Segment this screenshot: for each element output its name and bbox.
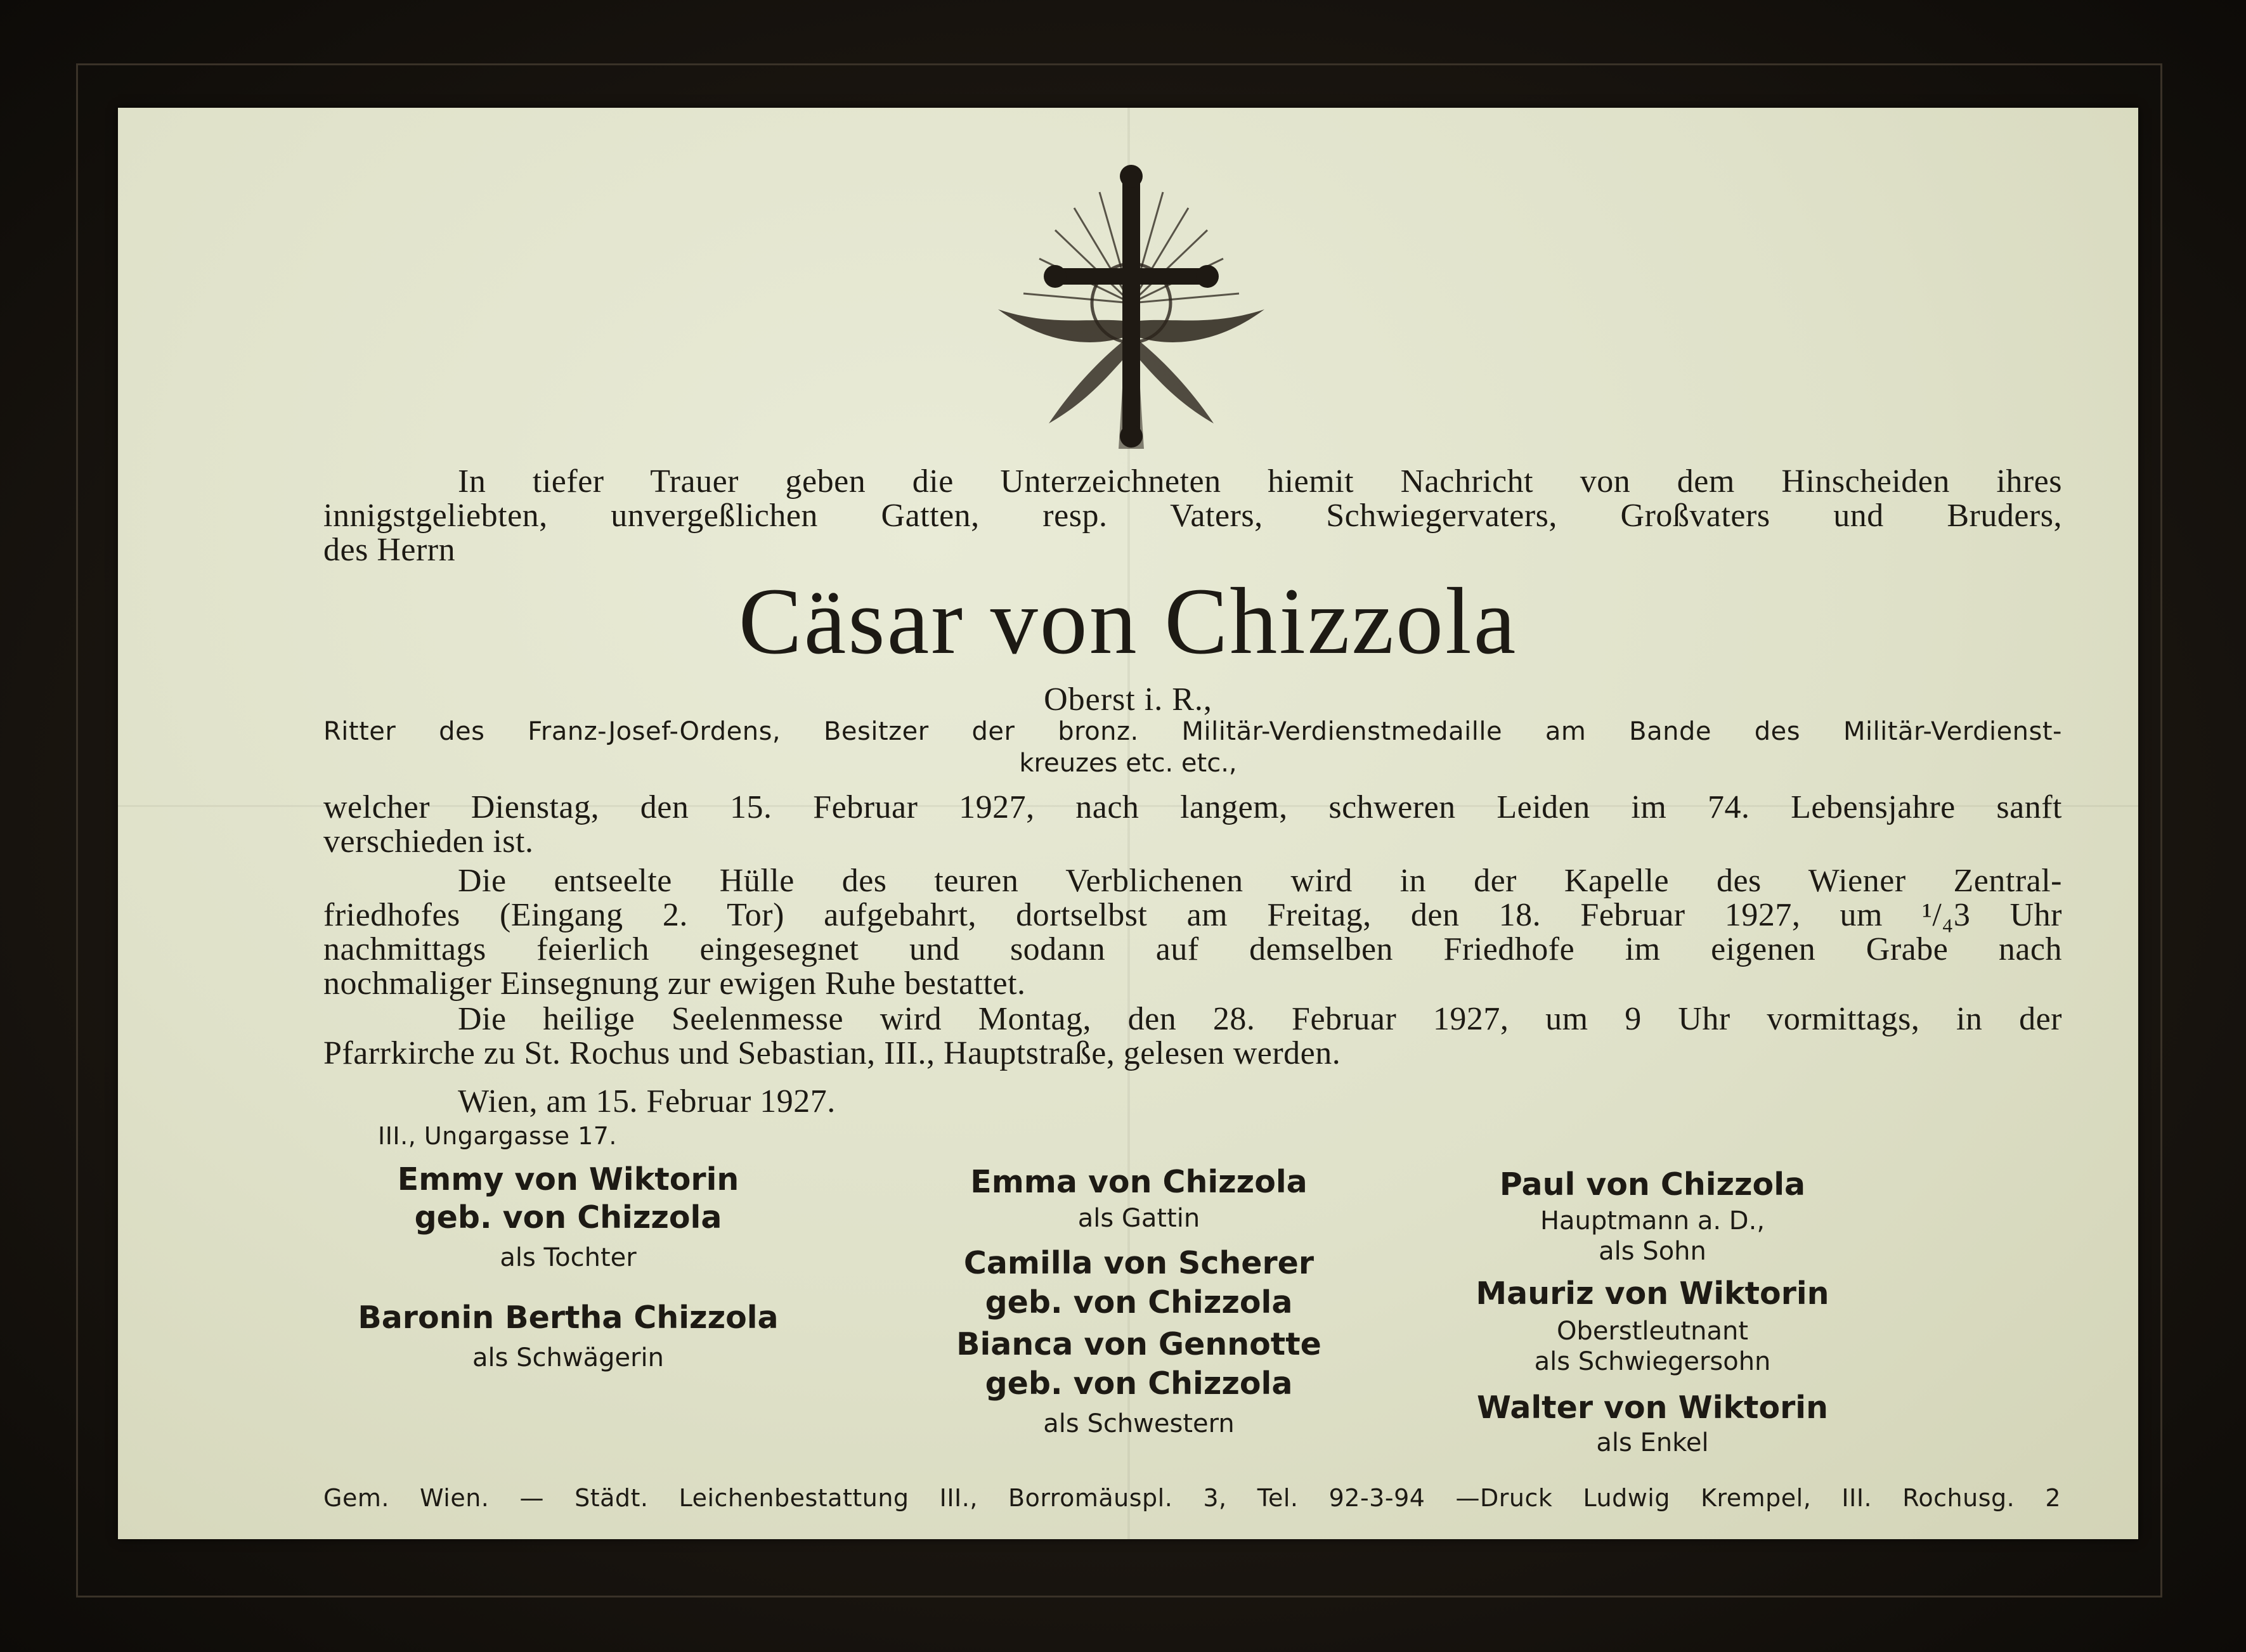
signatory-name: Emmy von Wiktorin [397,1161,739,1197]
signatory-relation: als Schwestern [1043,1409,1235,1438]
signatory-relation: als Sohn [1599,1237,1706,1266]
signatory-name: Paul von Chizzola [1499,1166,1806,1203]
intro-line-3: des Herrn [323,532,456,568]
signatory-relation: als Schwägerin [472,1343,665,1372]
signatory-name: geb. von Chizzola [985,1284,1293,1320]
address: III., Ungargasse 17. [378,1122,618,1150]
place-date: Wien, am 15. Februar 1927. [458,1083,836,1120]
honors-line-2: kreuzes etc. etc., [1019,749,1237,778]
intro-line-1: In tiefer Trauer geben die Unterzeichneten hiemit Nachricht von dem Hinscheiden ihres [458,463,2062,500]
signatory-name: geb. von Chizzola [985,1365,1293,1402]
death-notice-sheet [118,108,2138,1539]
funeral-line-4: nochmaliger Einsegnung zur ewigen Ruhe bestattet. [323,965,1026,1002]
signatory-relation: als Tochter [500,1243,637,1272]
signatory-name: Camilla von Scherer [963,1245,1314,1281]
signatory-relation: Oberstleutnant [1556,1317,1749,1346]
mass-line-2: Pfarrkirche zu St. Rochus und Sebastian, III., Hauptstraße, gelesen werden. [323,1035,1341,1071]
signatory-name: geb. von Chizzola [414,1199,722,1236]
deceased-name: Cäsar von Chizzola [738,569,1518,674]
signatory-name: Baronin Bertha Chizzola [358,1300,779,1336]
signatory-name: Mauriz von Wiktorin [1476,1275,1829,1312]
death-line-2: verschieden ist. [323,823,534,860]
signatory-relation: als Enkel [1596,1428,1709,1457]
funeral-line-1: Die entseelte Hülle des teuren Verblichenen wird in der Kapelle des Wiener Zentral- [458,863,2062,899]
signatory-name: Emma von Chizzola [970,1164,1308,1200]
death-line-1: welcher Dienstag, den 15. Februar 1927, nach langem, schweren Leiden im 74. Lebensjahre sanft [323,789,2062,825]
signatory-name: Walter von Wiktorin [1477,1390,1828,1426]
funeral-line-2: friedhofes (Eingang 2. Tor) aufgebahrt, dortselbst am Freitag, den 18. Februar 1927, um ¹/₄3 Uhr [323,897,2062,933]
honors-line-1: Ritter des Franz-Josef-Ordens, Besitzer der bronz. Militär-Verdienstmedaille am Bande des Militär-Verdienst- [323,717,2062,746]
rank: Oberst i. R., [1044,681,1212,718]
signatory-relation: als Gattin [1077,1204,1200,1233]
signatory-relation: als Schwiegersohn [1534,1347,1771,1376]
cross-with-palm-fronds-icon [979,157,1283,461]
signatory-relation: Hauptmann a. D., [1540,1206,1765,1236]
signatory-name: Bianca von Gennotte [956,1326,1321,1362]
mass-line-1: Die heilige Seelenmesse wird Montag, den 28. Februar 1927, um 9 Uhr vormittags, in der [458,1001,2062,1037]
intro-line-2: innigstgeliebten, unvergeßlichen Gatten, resp. Vaters, Schwiegervaters, Großvaters und Bruders, [323,498,2062,534]
printer-footer: Gem. Wien. — Städt. Leichenbestattung III., Borromäuspl. 3, Tel. 92-3-94 —Druck Ludwig Krempel, III. Rochusg. 2 [323,1484,2061,1512]
funeral-line-3: nachmittags feierlich eingesegnet und sodann auf demselben Friedhofe im eigenen Grabe nach [323,931,2062,967]
